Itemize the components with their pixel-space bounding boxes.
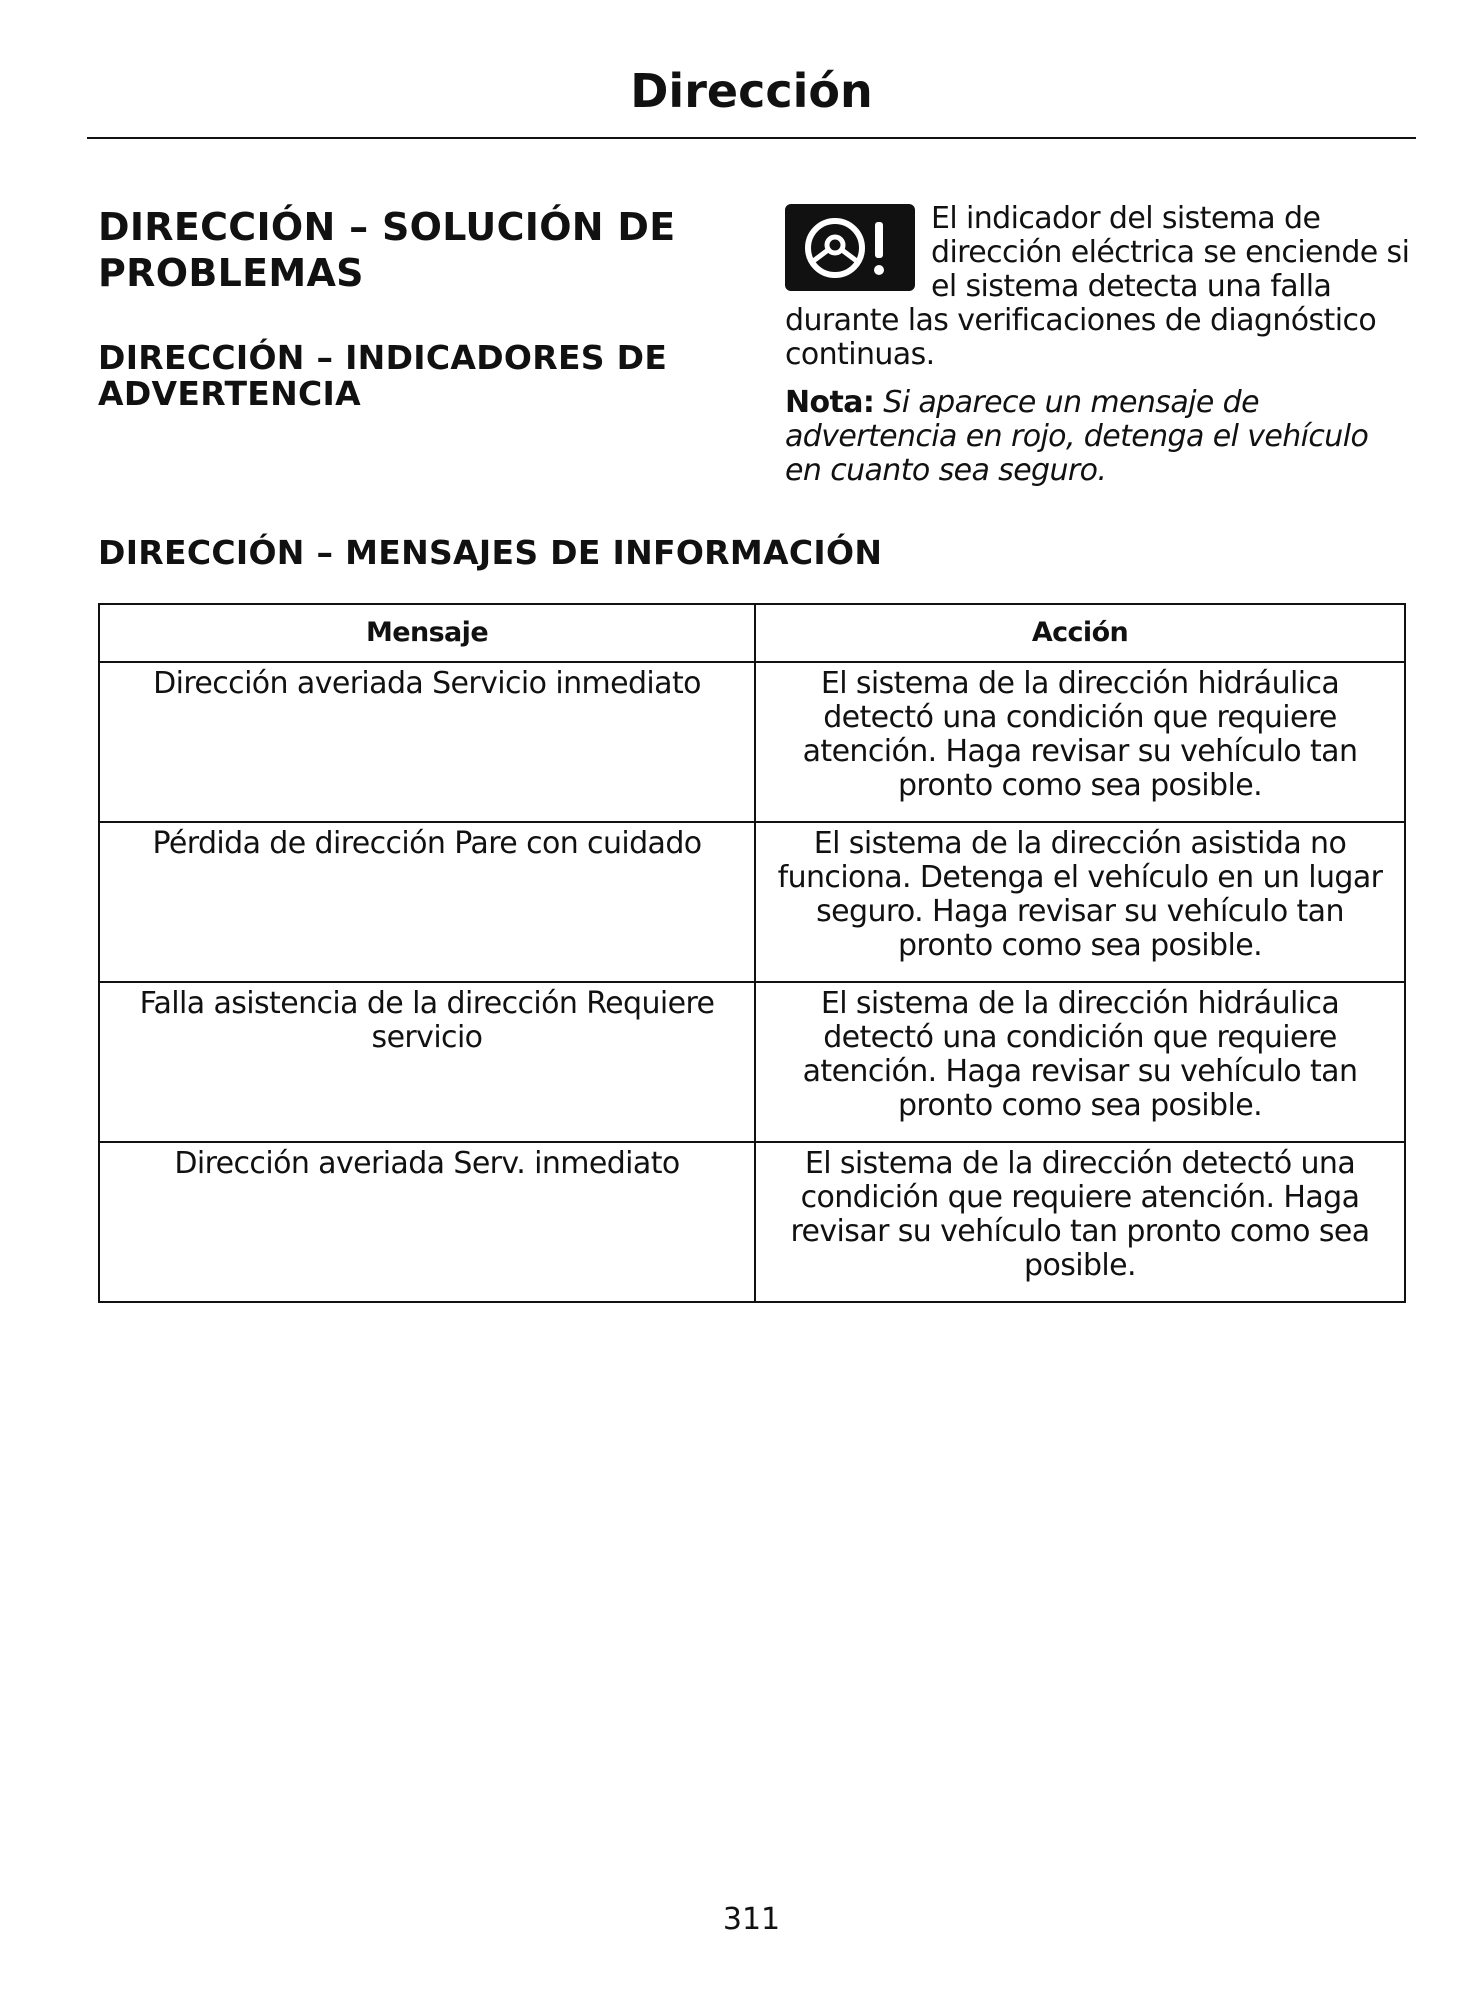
title-divider	[87, 137, 1416, 139]
action-cell: El sistema de la dirección asistida no funciona. Detenga el vehículo en un lugar seguro. Haga revisar su vehículo tan pronto como sea posible.	[755, 822, 1405, 982]
note-label: Nota:	[785, 385, 875, 420]
note-text: Si aparece un mensaje de advertencia en rojo, detenga el vehículo en cuanto sea seguro.	[785, 385, 1369, 488]
action-cell: El sistema de la dirección hidráulica detectó una condición que requiere atención. Haga revisar su vehículo tan pronto como sea posible.	[755, 662, 1405, 822]
message-cell: Dirección averiada Servicio inmediato	[99, 662, 755, 822]
message-cell: Pérdida de dirección Pare con cuidado	[99, 822, 755, 982]
action-cell: El sistema de la dirección hidráulica detectó una condición que requiere atención. Haga revisar su vehículo tan pronto como sea posible.	[755, 982, 1405, 1142]
table-header-row	[99, 604, 1405, 662]
column-header-action: Acción	[755, 604, 1405, 662]
message-cell: Dirección averiada Serv. inmediato	[99, 1142, 755, 1302]
table-row	[99, 662, 1405, 822]
note	[785, 386, 1410, 488]
heading-warning-lamps: DIRECCIÓN – INDICADORES DE ADVERTENCIA	[98, 338, 668, 413]
table-row	[99, 1142, 1405, 1302]
heading-troubleshooting: DIRECCIÓN – SOLUCIÓN DE PROBLEMAS	[98, 205, 676, 295]
table-row	[99, 822, 1405, 982]
action-cell: El sistema de la dirección detectó una condición que requiere atención. Haga revisar su vehículo tan pronto como sea posible.	[755, 1142, 1405, 1302]
steering-wheel-warning-icon	[785, 204, 915, 291]
page-number: 311	[722, 1902, 781, 1937]
message-cell: Falla asistencia de la dirección Requiere servicio	[99, 982, 755, 1142]
messages-table	[98, 603, 1406, 1303]
heading-info-messages: DIRECCIÓN – MENSAJES DE INFORMACIÓN	[98, 533, 883, 572]
warning-lamp-section	[785, 202, 1410, 488]
table-row	[99, 982, 1405, 1142]
page-title: Dirección	[630, 64, 873, 118]
warning-lamp-description: El indicador del sistema de dirección eléctrica se enciende si el sistema detecta una falla durante las verificaciones de diagnóstico continuas.	[785, 201, 1410, 372]
column-header-message: Mensaje	[99, 604, 755, 662]
